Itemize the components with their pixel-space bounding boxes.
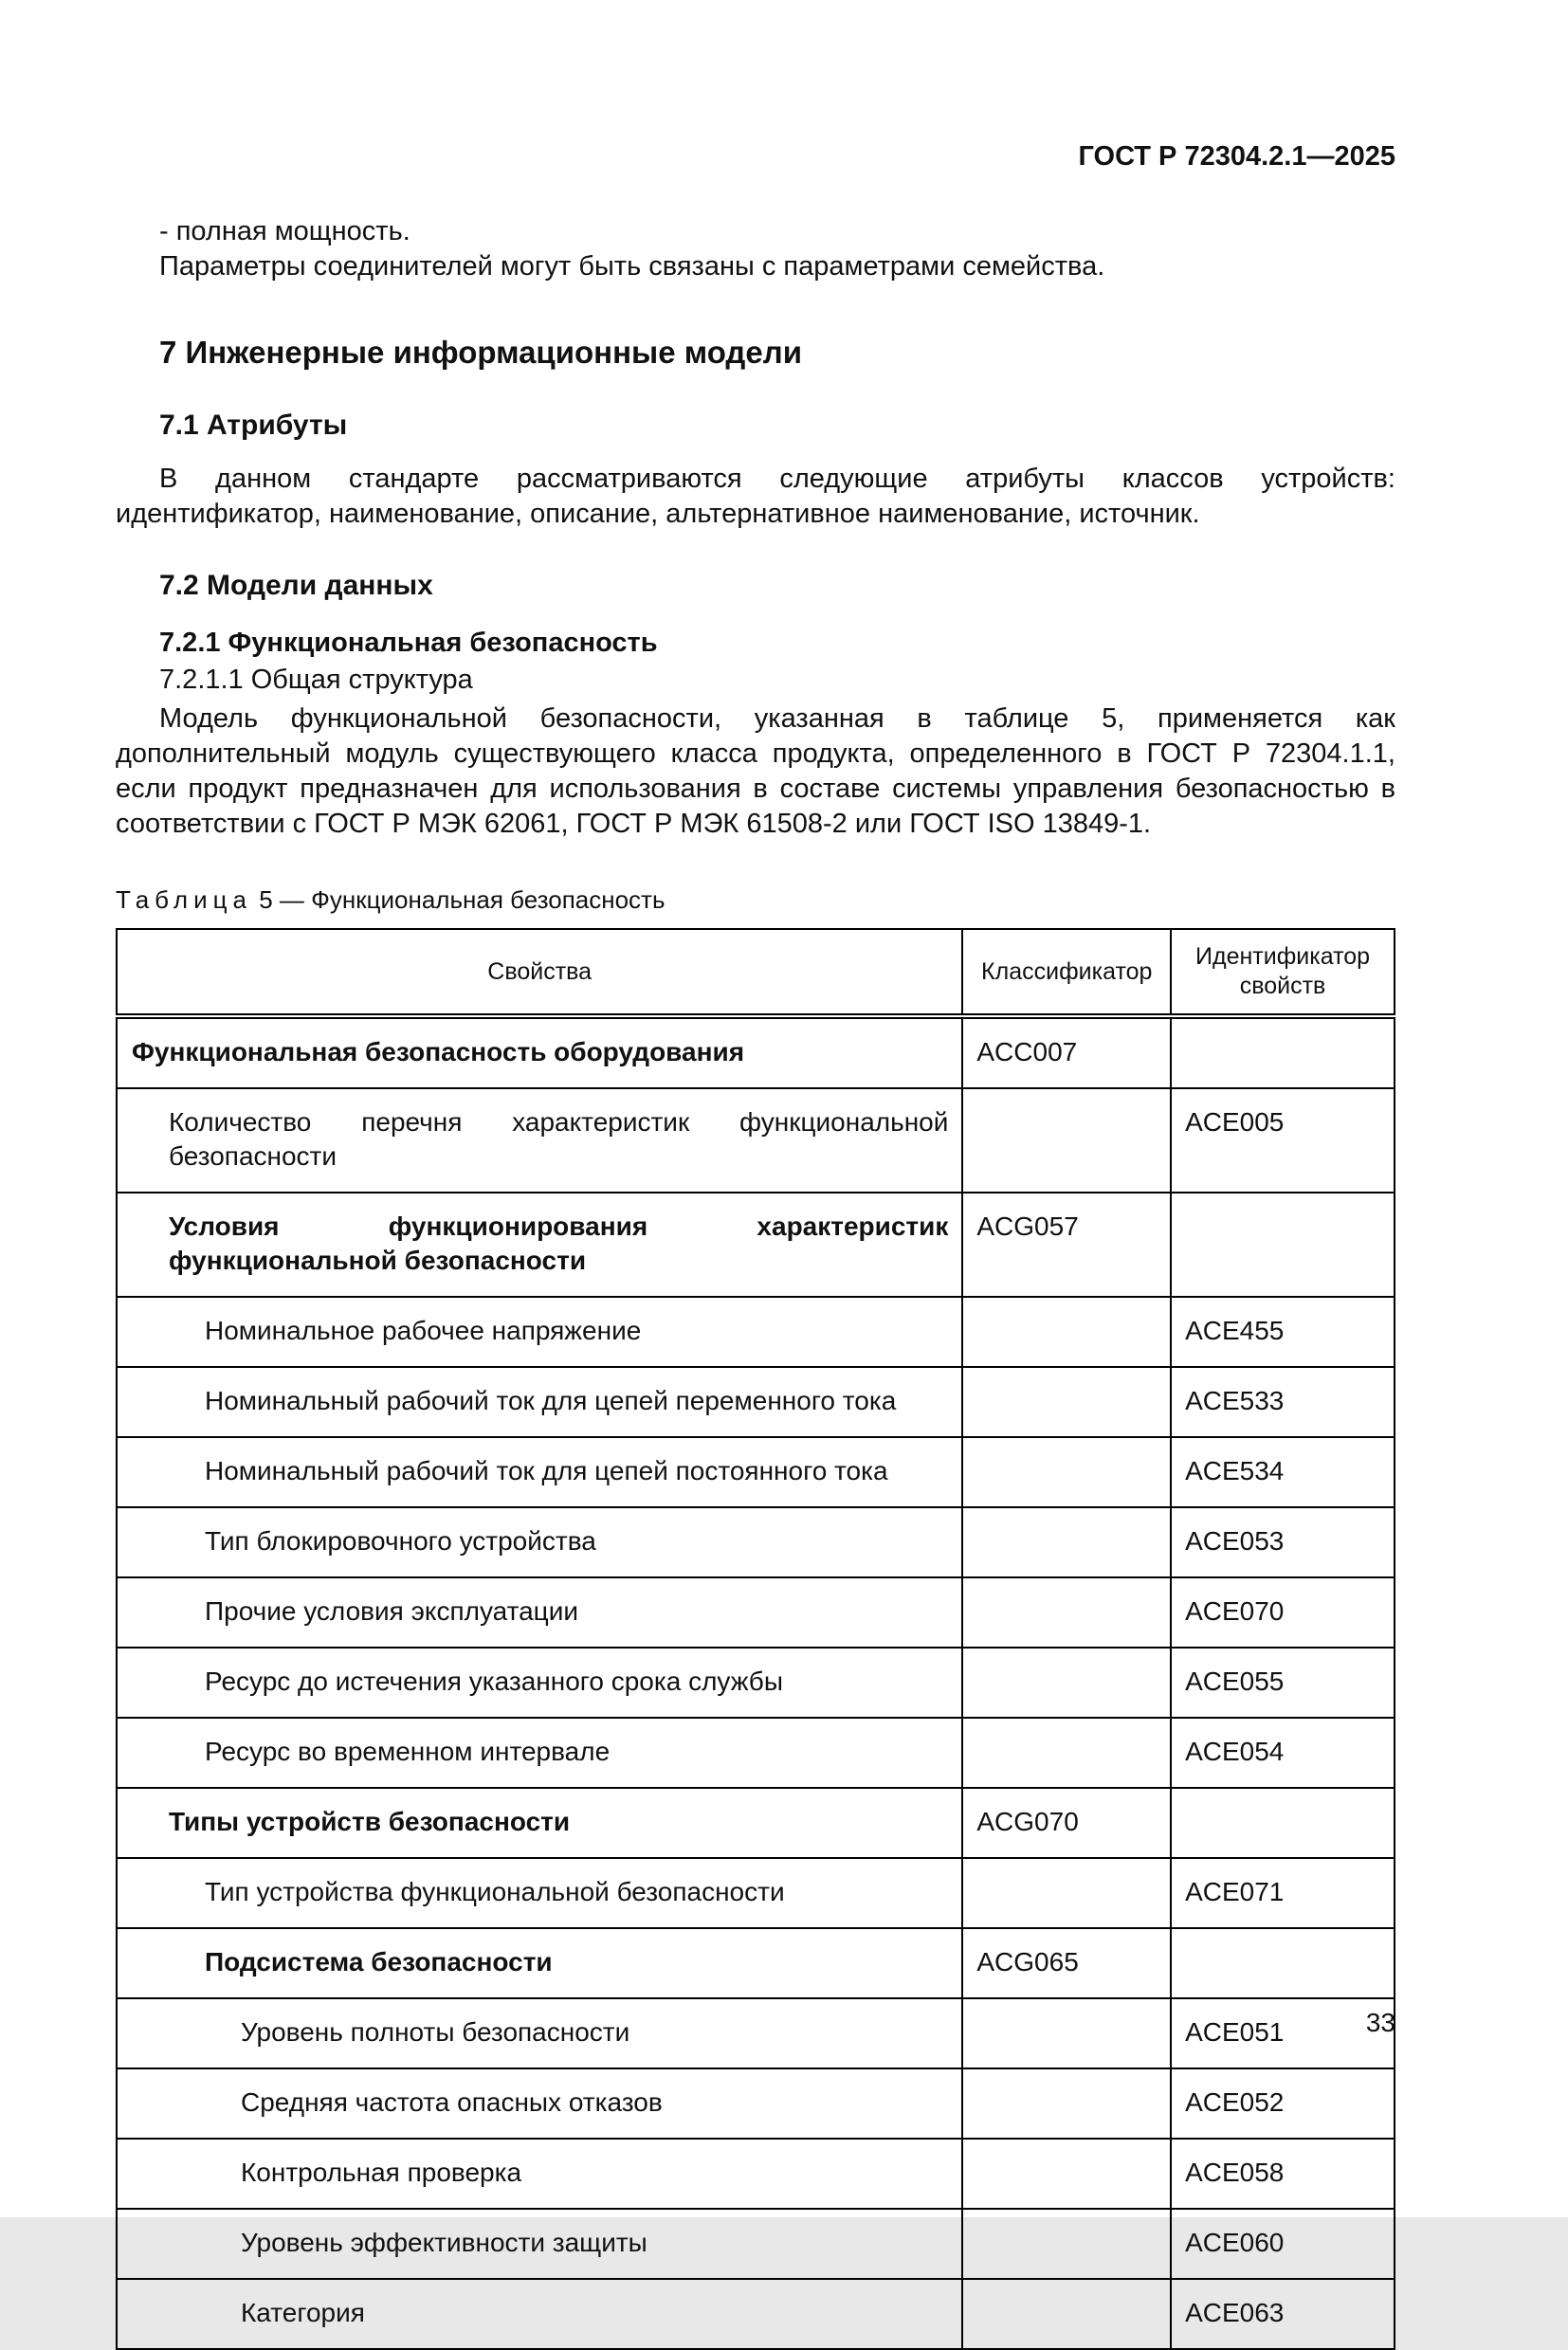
- page-number: 33: [1365, 2008, 1395, 2037]
- identifier-cell: ACE071: [1171, 1858, 1395, 1928]
- table-row: [117, 1998, 1395, 2068]
- section-7-2-1-1-heading: 7.2.1.1 Общая структура: [159, 665, 473, 695]
- section-7-1-heading: 7.1 Атрибуты: [159, 410, 348, 441]
- doc-header: ГОСТ Р 72304.2.1—2025: [1078, 141, 1395, 172]
- classifier-cell: [962, 1718, 1171, 1788]
- table-row: [117, 1367, 1395, 1437]
- column-header-classifier: Классификатор: [962, 929, 1171, 1016]
- property-cell: Типы устройств безопасности: [117, 1788, 962, 1858]
- table-row: [117, 1507, 1395, 1577]
- table-row: [117, 1858, 1395, 1928]
- identifier-cell: ACE070: [1171, 1577, 1395, 1648]
- section-7-2-heading: 7.2 Модели данных: [159, 570, 433, 601]
- functional-safety-table: [116, 928, 1395, 2350]
- table-row: [117, 1437, 1395, 1507]
- table-header-row: [117, 929, 1395, 1016]
- property-cell: Номинальный рабочий ток для цепей постоянного тока: [117, 1437, 962, 1507]
- table-row: [117, 1718, 1395, 1788]
- classifier-cell: [962, 1507, 1171, 1577]
- property-cell: Ресурс во временном интервале: [117, 1718, 962, 1788]
- property-cell: Категория: [117, 2279, 962, 2349]
- classifier-cell: [962, 1297, 1171, 1367]
- identifier-cell: ACE005: [1171, 1088, 1395, 1193]
- identifier-cell: [1171, 1788, 1395, 1858]
- identifier-cell: ACE051: [1171, 1998, 1395, 2068]
- table-row: [117, 1193, 1395, 1297]
- table-row: [117, 1016, 1395, 1088]
- table-row: [117, 2139, 1395, 2209]
- identifier-cell: [1171, 1193, 1395, 1297]
- section-7-2-1-heading: 7.2.1 Функциональная безопасность: [159, 628, 658, 658]
- property-cell: Тип устройства функциональной безопасности: [117, 1858, 962, 1928]
- classifier-cell: ACG065: [962, 1928, 1171, 1998]
- classifier-cell: [962, 2139, 1171, 2209]
- property-cell: Подсистема безопасности: [117, 1928, 962, 1998]
- column-header-properties: Свойства: [117, 929, 962, 1016]
- property-cell: Уровень полноты безопасности: [117, 1998, 962, 2068]
- section-7-heading: 7 Инженерные информационные модели: [159, 335, 802, 370]
- classifier-cell: [962, 1648, 1171, 1718]
- identifier-cell: ACE054: [1171, 1718, 1395, 1788]
- identifier-cell: [1171, 1016, 1395, 1088]
- classifier-cell: ACC007: [962, 1016, 1171, 1088]
- classifier-cell: [962, 1998, 1171, 2068]
- property-cell: Уровень эффективности защиты: [117, 2209, 962, 2279]
- property-cell: Условия функционирования характеристик функциональной безопасности: [117, 1193, 962, 1297]
- table-row: [117, 1928, 1395, 1998]
- property-cell: Количество перечня характеристик функциональной безопасности: [117, 1088, 962, 1193]
- identifier-cell: ACE058: [1171, 2139, 1395, 2209]
- property-cell: Функциональная безопасность оборудования: [117, 1016, 962, 1088]
- table-row: [117, 1577, 1395, 1648]
- classifier-cell: [962, 1367, 1171, 1437]
- section-7-2-1-1-paragraph: Модель функциональной безопасности, указанная в таблице 5, применяется как дополнительный модуль существующего класса продукта, определенного в ГОСТ Р 72304.1.1, если продукт предназначен для использования в составе системы управления безопасностью в соответствии с ГОСТ Р МЭК 62061, ГОСТ Р МЭК 61508-2 или ГОСТ ISO 13849-1.: [116, 703, 1395, 839]
- identifier-cell: ACE533: [1171, 1367, 1395, 1437]
- table-row: [117, 2209, 1395, 2279]
- table-header: [117, 929, 1395, 1016]
- table-body: [117, 1016, 1395, 2349]
- identifier-cell: ACE055: [1171, 1648, 1395, 1718]
- identifier-cell: ACE455: [1171, 1297, 1395, 1367]
- table-row: [117, 2279, 1395, 2349]
- table-caption-label: Таблица: [116, 885, 252, 914]
- table-row: [117, 1297, 1395, 1367]
- table-row: [117, 1788, 1395, 1858]
- list-item-power: - полная мощность.: [159, 216, 410, 246]
- property-cell: Номинальное рабочее напряжение: [117, 1297, 962, 1367]
- table-row: [117, 2068, 1395, 2139]
- intro-paragraph: Параметры соединителей могут быть связаны с параметрами семейства.: [159, 251, 1105, 282]
- property-cell: Прочие условия эксплуатации: [117, 1577, 962, 1648]
- table-caption: [116, 885, 1395, 915]
- classifier-cell: ACG057: [962, 1193, 1171, 1297]
- classifier-cell: [962, 2068, 1171, 2139]
- classifier-cell: [962, 2279, 1171, 2349]
- classifier-cell: ACG070: [962, 1788, 1171, 1858]
- identifier-cell: ACE052: [1171, 2068, 1395, 2139]
- property-cell: Средняя частота опасных отказов: [117, 2068, 962, 2139]
- classifier-cell: [962, 2209, 1171, 2279]
- classifier-cell: [962, 1088, 1171, 1193]
- identifier-cell: ACE060: [1171, 2209, 1395, 2279]
- classifier-cell: [962, 1437, 1171, 1507]
- table-row: [117, 1648, 1395, 1718]
- table-row: [117, 1088, 1395, 1193]
- identifier-cell: ACE534: [1171, 1437, 1395, 1507]
- property-cell: Ресурс до истечения указанного срока службы: [117, 1648, 962, 1718]
- property-cell: Номинальный рабочий ток для цепей переменного тока: [117, 1367, 962, 1437]
- classifier-cell: [962, 1577, 1171, 1648]
- column-header-identifier: Идентификатор свойств: [1171, 929, 1395, 1016]
- identifier-cell: ACE063: [1171, 2279, 1395, 2349]
- identifier-cell: ACE053: [1171, 1507, 1395, 1577]
- table-caption-title: 5 — Функциональная безопасность: [259, 885, 665, 914]
- property-cell: Тип блокировочного устройства: [117, 1507, 962, 1577]
- identifier-cell: [1171, 1928, 1395, 1998]
- property-cell: Контрольная проверка: [117, 2139, 962, 2209]
- classifier-cell: [962, 1858, 1171, 1928]
- section-7-1-paragraph: В данном стандарте рассматриваются следующие атрибуты классов устройств: идентификатор, наименование, описание, альтернативное наименование, источник.: [116, 464, 1395, 529]
